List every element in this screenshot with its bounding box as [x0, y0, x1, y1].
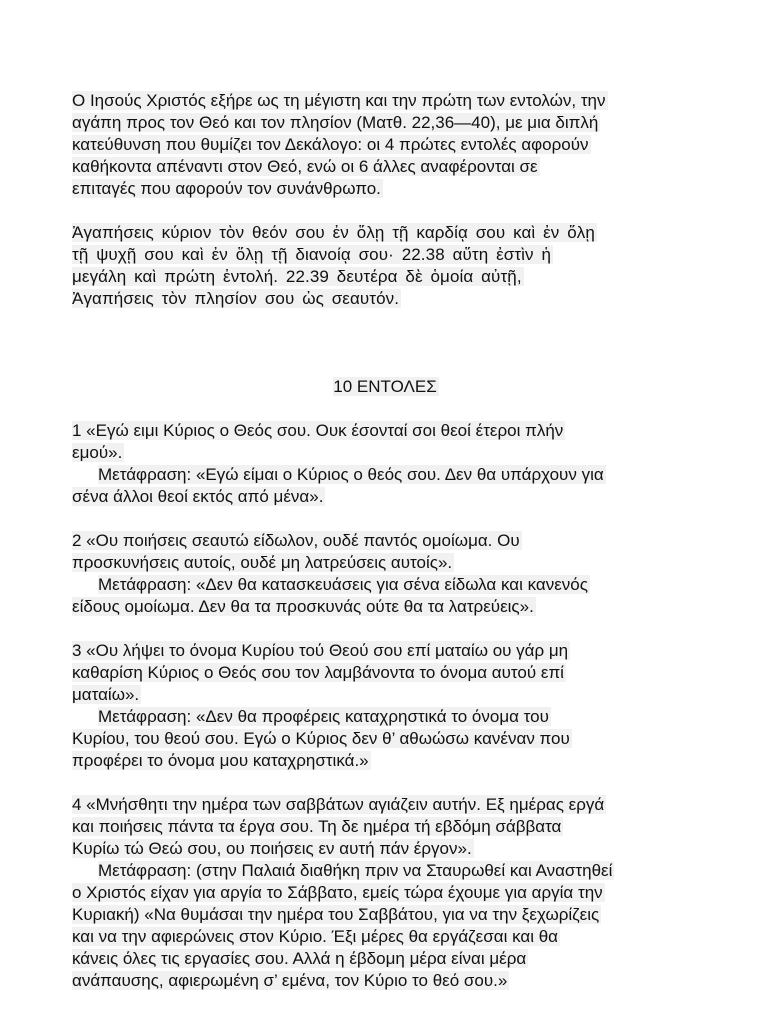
document-page	[72, 90, 700, 992]
greek-quote-paragraph	[72, 222, 700, 310]
quote-line: τῇ ψυχῇ σου καὶ ἐν ὅλῃ τῇ διανοίᾳ σου· 22.38 αὕτη ἐστὶν ἡ	[72, 245, 552, 264]
intro-paragraph	[72, 90, 700, 200]
commandment-line: ματαίω».	[72, 685, 140, 704]
commandment-line: 4 «Μνήσθητι την ημέρα των σαββάτων αγιάζειν αυτήν. Εξ ημέρας εργά	[72, 795, 605, 814]
translation-line: ο Χριστός είχαν για αργία το Σάββατο, εμείς τώρα έχουμε για αργία την	[72, 883, 603, 902]
translation-line: κάνεις όλες τις εργασίες σου. Αλλά η έβδομη μέρα είναι μέρα	[72, 949, 527, 968]
commandment-1	[72, 420, 700, 508]
commandment-line: 1 «Εγώ ειμι Κύριος ο Θεός σου. Ουκ έσονταί σοι θεοί έτεροι πλήν	[72, 421, 564, 440]
commandment-line: 2 «Ου ποιήσεις σεαυτώ είδωλον, ουδέ παντός ομοίωμα. Ου	[72, 531, 520, 550]
translation-line: και να την αφιερώνεις στον Κύριο. Έξι μέρες θα εργάζεσαι και θα	[72, 927, 558, 946]
commandment-line: εμού».	[72, 443, 123, 462]
intro-line: αγάπη προς τον Θεό και τον πλησίον (Ματθ. 22,36—40), με μια διπλή	[72, 113, 599, 132]
intro-line: επιταγές που αφορούν τον συνάνθρωπο.	[72, 179, 381, 198]
commandment-line: Κυρίω τώ Θεώ σου, ου ποιήσεις εν αυτή πάν έργον».	[72, 839, 472, 858]
commandment-2	[72, 530, 700, 618]
translation-line: Μετάφραση: «Δεν θα κατασκευάσεις για σένα είδωλα και κανενός	[98, 575, 588, 594]
quote-line: μεγάλη καὶ πρώτη ἐντολή. 22.39 δευτέρα δὲ ὁμοία αὐτῇ,	[72, 267, 522, 286]
commandment-line: προσκυνήσεις αυτοίς, ουδέ μη λατρεύσεις αυτοίς».	[72, 553, 453, 572]
commandment-line: καθαρίση Κύριος ο Θεός σου τον λαμβάνοντα το όνομα αυτού επί	[72, 663, 564, 682]
translation-line: Μετάφραση: «Εγώ είμαι ο Κύριος ο θεός σου. Δεν θα υπάρχουν για	[98, 465, 604, 484]
commandment-4	[72, 794, 700, 992]
commandment-3	[72, 640, 700, 772]
intro-line: Ο Ιησούς Χριστός εξήρε ως τη μέγιστη και την πρώτη των εντολών, την	[72, 91, 606, 110]
intro-line: κατεύθυνση που θυμίζει τον Δεκάλογο: οι 4 πρώτες εντολές αφορούν	[72, 135, 589, 154]
commandment-line: και ποιήσεις πάντα τα έργα σου. Τη δε ημέρα τή εβδόμη σάββατα	[72, 817, 562, 836]
quote-line: Ἀγαπήσεις τὸν πλησίον σου ὡς σεαυτόν.	[72, 289, 400, 308]
translation-line: Κυρίου, του θεού σου. Εγώ ο Κύριος δεν θ’ αθωώσω κανέναν που	[72, 729, 570, 748]
translation-line: Κυριακή) «Να θυμάσαι την ημέρα του Σαββάτου, για να την ξεχωρίζεις	[72, 905, 600, 924]
translation-line: προφέρει το όνομα μου καταχρηστικά.»	[72, 751, 369, 770]
quote-line: Ἀγαπήσεις κύριον τὸν θεόν σου ἐν ὅλῃ τῇ καρδίᾳ σου καὶ ἐν ὅλῃ	[72, 223, 595, 242]
translation-line: Μετάφραση: «Δεν θα προφέρεις καταχρηστικά το όνομα του	[98, 707, 549, 726]
translation-line: είδους ομοίωμα. Δεν θα τα προσκυνάς ούτε θα τα λατρεύεις».	[72, 597, 534, 616]
intro-line: καθήκοντα απέναντι στον Θεό, ενώ οι 6 άλλες αναφέρονται σε	[72, 157, 538, 176]
translation-line: ανάπαυσης, αφιερωμένη σ’ εμένα, τον Κύριο το θεό σου.»	[72, 971, 508, 990]
section-title: 10 ΕΝΤΟΛΕΣ	[333, 377, 437, 396]
commandment-line: 3 «Ου λήψει το όνομα Κυρίου τού Θεού σου επί ματαίω ου γάρ μη	[72, 641, 569, 660]
translation-line: σένα άλλοι θεοί εκτός από μένα».	[72, 487, 324, 506]
translation-line: Μετάφραση: (στην Παλαιά διαθήκη πριν να Σταυρωθεί και Αναστηθεί	[98, 861, 613, 880]
